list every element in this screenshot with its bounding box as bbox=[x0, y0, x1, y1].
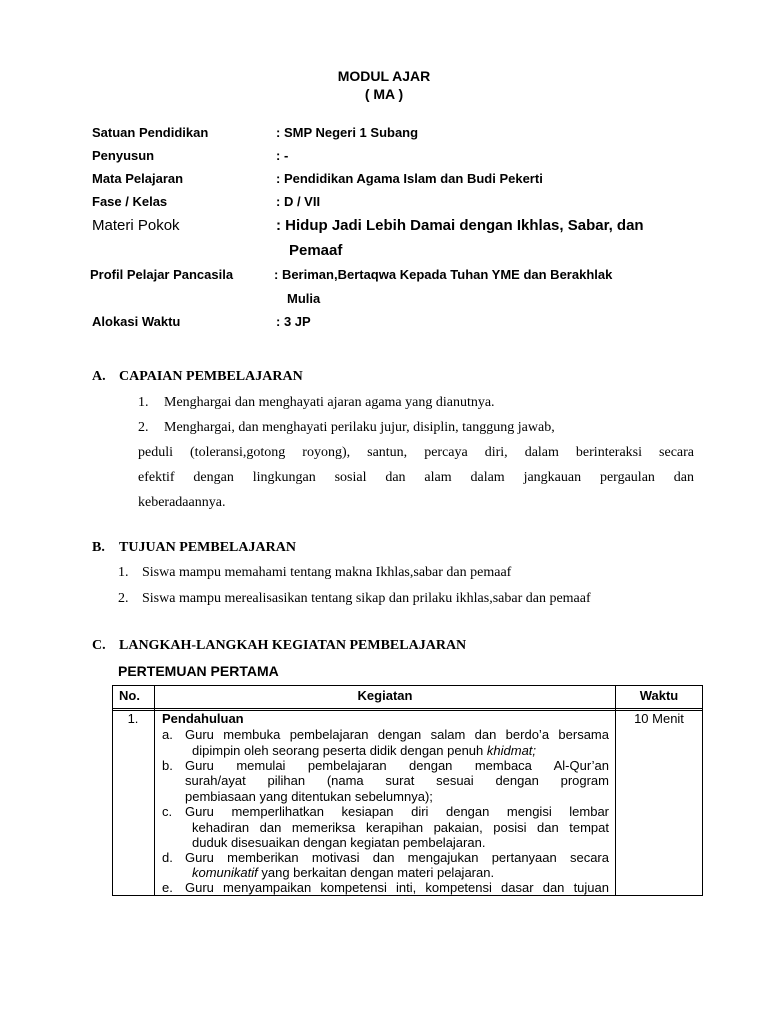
section-c-letter: C. bbox=[92, 638, 106, 653]
table-border-right bbox=[702, 685, 703, 896]
capaian-item-2-continuation-2: efektif dengan lingkungan sosial dan alam dalam jangkauan pergaulan dan bbox=[138, 470, 694, 485]
label-alokasi-waktu: Alokasi Waktu bbox=[92, 314, 181, 329]
header-waktu: Waktu bbox=[639, 688, 679, 703]
section-a-heading bbox=[92, 369, 303, 385]
value-alokasi-waktu: : 3 JP bbox=[276, 314, 311, 329]
activity-item-a-italic: khidmat; bbox=[486, 743, 537, 758]
row-1-waktu: 10 Menit bbox=[634, 711, 684, 726]
label-penyusun: Penyusun bbox=[92, 148, 155, 163]
value-satuan-pendidikan: : SMP Negeri 1 Subang bbox=[276, 125, 419, 140]
capaian-item-2-text: Menghargai, dan menghayati perilaku jujur, disiplin, tanggung jawab, bbox=[164, 420, 555, 435]
label-fase-kelas: Fase / Kelas bbox=[92, 194, 168, 209]
capaian-item-2-continuation-3: keberadaannya. bbox=[138, 495, 226, 510]
section-b-letter: B. bbox=[92, 540, 105, 555]
section-c-title: LANGKAH-LANGKAH KEGIATAN PEMBELAJARAN bbox=[119, 638, 467, 653]
tujuan-item-2 bbox=[118, 591, 591, 607]
section-b-title: TUJUAN PEMBELAJARAN bbox=[119, 540, 296, 555]
activity-item-a-line2 bbox=[192, 743, 609, 758]
label-satuan-pendidikan: Satuan Pendidikan bbox=[92, 125, 209, 140]
activity-item-c-marker: c. bbox=[162, 804, 173, 819]
activity-item-a-line2-text: dipimpin oleh seorang peserta didik dengan penuh bbox=[192, 743, 487, 758]
activity-item-e-marker: e. bbox=[162, 880, 173, 895]
activity-item-b-line1 bbox=[162, 758, 609, 773]
activity-item-a-text: Guru membuka pembelajaran dengan salam dan berdo’a bersama bbox=[185, 727, 609, 742]
table-column-divider-1 bbox=[154, 685, 155, 896]
activity-item-d-italic: komunikatif bbox=[192, 865, 258, 880]
document-title: MODUL AJAR bbox=[337, 68, 431, 84]
label-profil-pelajar: Profil Pelajar Pancasila bbox=[90, 267, 234, 282]
activity-item-c-line1 bbox=[162, 804, 609, 819]
value-profil-pelajar-line1: : Beriman,Bertaqwa Kepada Tuhan YME dan Berakhlak bbox=[274, 267, 613, 282]
value-penyusun: : - bbox=[276, 148, 289, 163]
activity-item-b-line3: pembiasaan yang ditentukan sebelumnya); bbox=[185, 789, 433, 804]
section-c-heading bbox=[92, 638, 466, 654]
tujuan-item-2-text: Siswa mampu merealisasikan tentang sikap dan prilaku ikhlas,sabar dan pemaaf bbox=[142, 591, 591, 606]
activity-item-b-text: Guru memulai pembelajaran dengan membaca Al-Qur’an bbox=[185, 758, 609, 773]
activity-item-e-line1 bbox=[162, 880, 609, 895]
activity-item-a-marker: a. bbox=[162, 727, 173, 742]
header-kegiatan: Kegiatan bbox=[357, 688, 413, 703]
capaian-item-1 bbox=[138, 395, 495, 411]
tujuan-item-1-text: Siswa mampu memahami tentang makna Ikhlas,sabar dan pemaaf bbox=[142, 565, 512, 580]
activity-item-b-line2: surah/ayat pilihan (nama surat sesuai dengan program bbox=[185, 773, 609, 788]
activity-item-a-line1 bbox=[162, 727, 609, 742]
capaian-item-2 bbox=[138, 420, 555, 436]
section-a-letter: A. bbox=[92, 369, 106, 384]
activity-item-e-text: Guru menyampaikan kompetensi inti, kompetensi dasar dan tujuan bbox=[185, 880, 609, 895]
meeting-heading: PERTEMUAN PERTAMA bbox=[118, 663, 279, 679]
value-fase-kelas: : D / VII bbox=[276, 194, 321, 209]
document-subtitle: ( MA ) bbox=[364, 86, 404, 102]
value-profil-pelajar-line2: Mulia bbox=[287, 291, 321, 306]
header-no: No. bbox=[119, 688, 140, 703]
activity-item-b-marker: b. bbox=[162, 758, 173, 773]
activity-item-d-line2 bbox=[192, 865, 609, 880]
tujuan-item-2-number: 2. bbox=[118, 591, 129, 606]
value-materi-pokok-line2: Pemaaf bbox=[289, 242, 343, 259]
activity-item-c-line3: duduk disesuaikan dengan kegiatan pembelajaran. bbox=[192, 835, 486, 850]
tujuan-item-1 bbox=[118, 565, 511, 581]
activity-item-d-text: Guru memberikan motivasi dan mengajukan pertanyaan secara bbox=[185, 850, 609, 865]
tujuan-item-1-number: 1. bbox=[118, 565, 129, 580]
capaian-item-2-number: 2. bbox=[138, 420, 149, 435]
activity-item-c-text: Guru memperlihatkan kesiapan diri dengan mengisi lembar bbox=[185, 804, 609, 819]
activity-item-d-marker: d. bbox=[162, 850, 173, 865]
label-mata-pelajaran: Mata Pelajaran bbox=[92, 171, 184, 186]
capaian-item-1-text: Menghargai dan menghayati ajaran agama yang dianutnya. bbox=[164, 395, 495, 410]
value-materi-pokok-line1: : Hidup Jadi Lebih Damai dengan Ikhlas, Sabar, dan bbox=[276, 217, 644, 234]
capaian-item-1-number: 1. bbox=[138, 395, 149, 410]
label-materi-pokok: Materi Pokok bbox=[92, 217, 180, 234]
activity-item-d-line2-text: yang berkaitan dengan materi pelajaran. bbox=[257, 865, 495, 880]
section-b-heading bbox=[92, 540, 296, 556]
value-mata-pelajaran: : Pendidikan Agama Islam dan Budi Pekerti bbox=[276, 171, 543, 186]
activity-item-c-line2: kehadiran dan memeriksa kerapihan pakaian, posisi dan tempat bbox=[192, 820, 609, 835]
activity-item-d-line1 bbox=[162, 850, 609, 865]
row-1-no: 1. bbox=[127, 711, 139, 726]
row-1-heading: Pendahuluan bbox=[162, 711, 244, 726]
capaian-item-2-continuation-1: peduli (toleransi,gotong royong), santun, percaya diri, dalam berinteraksi secara bbox=[138, 445, 694, 460]
section-a-title: CAPAIAN PEMBELAJARAN bbox=[119, 369, 303, 384]
